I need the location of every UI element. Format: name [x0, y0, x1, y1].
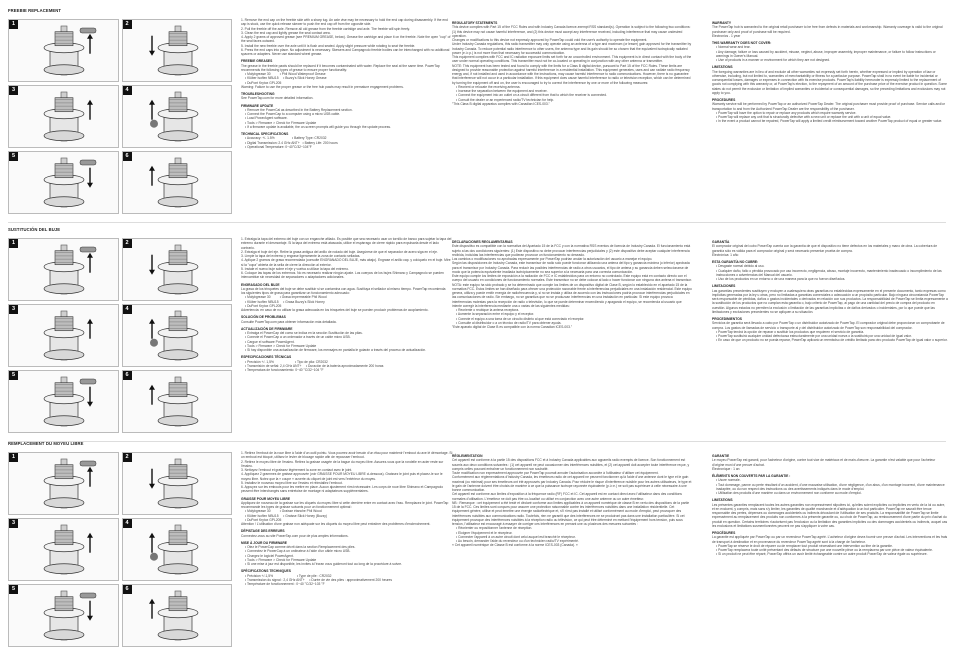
paragraph: 6. Press the end caps into place. No adjustment is necessary. Skewers and Campagnolo freebie bodies can be interchanged with no additional spacers or adapters. Never use standard wheel grease. — [241, 47, 451, 56]
bullet-item: • Cargue el software PowerAgent. — [245, 339, 295, 344]
hub-illustration — [9, 152, 119, 213]
subheading: ENGRASADO DEL BUJE — [241, 282, 280, 287]
step-number-badge: 2 — [123, 239, 132, 248]
bullet-item: • Digital Transmission: 2.4 GHz ANT+ • Battery Life: 200 hours — [245, 140, 338, 145]
paragraph: 2. Extraiga el buje del eje. Retire la grasa antigua del anillo de rodado del buje. Asegúrese de que el separador de acero siga en el eje. — [241, 249, 438, 254]
subheading: WARRANTY — [712, 21, 732, 25]
paragraph: 6. Appuyez sur les embouts pour les mettre en place. Aucun ajustement n'est nécessaire. Les corps de roue libre Shimano et Campagnolo peuvent être interchangés sans entretoise de montage ni adaptateurs supplémentaires. — [241, 485, 444, 494]
subheading: THIS WARRANTY DOES NOT COVER: — [712, 41, 772, 45]
bullet-item: • Klüber Isoflex NBU15 • Buzzy's Slick Honey Grease — [245, 76, 327, 81]
hub-illustration — [123, 20, 233, 81]
paragraph: 4. Apply 2 grams of approved grease (see PREMIUM GREASE, below). Grease the cartridge and place it on the freebie. Note the open "cup" of the seal faces outward. — [241, 35, 452, 44]
bullet-item: • Connect the PowerCap to a computer using a micro USB cable. — [245, 112, 341, 116]
paragraph: La garantie est appliquée par PowerTap ou par un revendeur PowerTap agréé. L'acheteur d'origine devra fournir une preuve d'achat. Les interventions et les frais de transport à destination et en provenance du revendeur PowerTap agréé sont à la charge de l'acheteur. — [712, 535, 949, 544]
bullet-item: • Connect the equipment into an outlet on a circuit different from that to which the receiver is connected. — [456, 93, 608, 98]
step-illustrations — [8, 238, 232, 433]
french-section — [8, 441, 948, 651]
bullet-item: • Precisión +/- 1,5% • Tipo de pila: CR2032 — [245, 359, 328, 364]
bullet-item: • Précision +/-1,5% • Type de pile : CR2032 — [245, 573, 332, 578]
subheading: GRAISSE POUR MOYEU LIBRE — [241, 496, 291, 501]
bullet-item: • Any damage, failure or loss caused by accident, misuse, neglect, abuse, improper assembly, improper maintenance, or failure to follow instructions or warnings in Owner's Manual. — [716, 49, 937, 58]
instructions-column — [241, 237, 453, 435]
bullet-item: • PowerTap will have the option to repair or replace any products which require warranty service. — [716, 110, 857, 115]
bullet-item: • PowerTap will replace any unit that is structurally defective with a new unit or replace the unit with a unit of equal value. — [716, 115, 892, 119]
step-number-badge: 6 — [123, 152, 132, 161]
regulatory-column — [452, 237, 692, 435]
bullet-item: • Conecte el PowerCap a un ordenador a través de un cable micro USB. — [245, 335, 351, 340]
bullet-item: • Si une mise à jour est disponible, les invites à l'écran vous guideront tout au long de la procédure à suivre. — [245, 562, 403, 566]
warranty-column — [712, 237, 948, 435]
paragraph: Attention ! L'utilisation d'une graisse non adéquate sur les cliquets du moyeu libre peut entraîner des problèmes d'enclenchement. — [241, 522, 431, 526]
paragraph: 2. Retirez le moyeu libre de l'essieu. Retirez la graisse usagée de la bague du moyeu libre. Assurez-vous que la rondelle en acier reste sur l'essieu. — [241, 459, 445, 468]
subheading: FIRMWARE UPDATE — [241, 103, 274, 108]
paragraph: Consulte PowerTap.com para obtener información más detallada. — [241, 319, 337, 324]
bullet-item: • Si un produit ne peut être réparé, PowerTap offrira un avoir limité échangeable contre un autre produit PowerTap de valeur égale ou supérieure. — [716, 552, 928, 557]
paragraph: 4. Appliquez 2 grammes de graisse approuvée (voir GRAISSE POUR MOYEU LIBRE ci-dessous). Graissez le joint puis et placez-le sur le moyeu libre. Notez que la « coupe » ouverte du cliquet de joint est vers l'extérieur du moyeu. — [241, 472, 444, 481]
step-number-badge: 4 — [123, 305, 132, 314]
bullet-item: • Molybgrease 30 • Grasa impermeable Phil Wood — [245, 295, 327, 300]
bullet-item: • Temperatura de funcionamiento: 0~40 °C/32~104 °F — [245, 368, 324, 372]
paragraph: 1. Remove the end cap on the freebie side with a sharp tug. An axle vise may be necessary to hold the end cap during disassembly. If the end cap is stuck, use the quick release skewer to push the end cap off from the opposite side. — [241, 18, 449, 27]
paragraph: Warranty service will be performed by PowerTap or an authorized PowerTap Dealer. The original purchaser must provide proof of purchase. Service calls and/or transportation to and from the Authorized PowerTap Dealer are the responsibility of the purchaser. — [712, 102, 946, 111]
paragraph: 3. Clean the end cap and lightly grease the seal contact area. — [241, 30, 331, 35]
section-heading: SUSTITUCIÓN DEL BUJE — [8, 227, 61, 232]
paragraph: « Cet appareil numérique de Classe B est conforme à la norme ICES-003 (Canada). » — [452, 543, 578, 548]
subheading: DÉPISTAGE DES ERREURS — [241, 529, 285, 534]
section-divider — [8, 222, 946, 223]
subheading: SPÉCIFICATIONS TECHNIQUES — [241, 569, 291, 574]
step-illustrations — [8, 452, 232, 647]
section-heading: REMPLACEMENT DU MOYEU LIBRE — [8, 441, 84, 446]
paragraph: Las garantías precedentes sustituyen y excluyen a cualesquiera otras garantías no establecidas expresamente en el presente documento, tanto expresas como implícitas generadas por la ley u otras, pero no limitadas a garantías comerciales o adecuación a un propósito particular. Bajo ninguna circunstancia PowerTap será responsable de pérdidas, daños o gastos incidentales o derivados en relación con sus productos. La responsabilidad de PowerTap se limita expresamente a la sustitución de los productos que no cumplan esta garantía o, bajo criterio de PowerTap, al pago de una cantidad del precio de compra del producto en cuestión. Algunos estados no permiten la exclusión o limitación de las garantías implícitas o de daños derivados o incidentales, por lo que puede que las limitaciones y exclusiones precedentes no se apliquen a su situación. — [712, 288, 949, 314]
hub-illustration — [9, 86, 119, 147]
step-number-badge: 2 — [123, 453, 132, 462]
paragraph: This equipment complies with FCC and IC radiation exposure limits set forth for an uncontrolled environment. This equipment is in direct contact with the body of the user under normal operating conditions. This transmitter must not be co-located or operating in conjunction with any other antenna or transmitter. — [452, 55, 693, 64]
paragraph: 5. Install the new freebie over the axle until it is flush and seated. Apply slight pressure while rotating to seat the freebie. — [241, 43, 416, 48]
step-number-badge: 1 — [9, 20, 18, 29]
paragraph: See PowerTap.com for more detailed information. — [241, 96, 314, 101]
paragraph: Este equipo cumple los límites de exposición a la radiación de FCC e IC establecidos para un entorno no controlado. Este equipo está en contacto directo con el cuerpo del usuario en condiciones de funcionamiento normales. Este transmisor no se debe colocar al lado o hacer funcionar con ninguna otra antena ni transmisor. — [452, 274, 692, 283]
subheading: GARANTÍA — [712, 240, 730, 244]
paragraph: 5. Instale el nuevo buje sobre el eje y vuelva a utilizar la tapa del extremo. — [241, 266, 349, 271]
subheading: TROUBLESHOOTING — [241, 92, 275, 96]
bullet-item: • In the event a product cannot be repaired, PowerTap will apply a limited credit reimbursement toward another PowerTap product of equal or greater value. — [716, 119, 943, 124]
bullet-item: • Consult the dealer or an experienced radio/TV technician for help. — [456, 97, 555, 102]
paragraph: Toute modification non expressément approuvée par PowerTap pourrait annuler l'autorisation accordée à l'utilisateur d'utiliser cet équipement. — [452, 471, 659, 475]
bullet-item: • Klüber Isoflex NBU15 • Graisse Slick Honey (Buzzy) — [245, 513, 328, 518]
bullet-item: • Molybgrease 30 • Graisse étanche Phil Wood — [245, 509, 322, 514]
regulatory-column — [452, 18, 692, 216]
hub-illustration — [123, 305, 233, 366]
step-number-badge: 2 — [123, 20, 132, 29]
step-number-badge: 6 — [123, 585, 132, 594]
paragraph: "This Class B digital apparatus complies with Canadian ICES-003." — [452, 101, 550, 106]
subheading: ÉLÉMENTS NON COUVERTS PAR LA GARANTIE : — [712, 474, 791, 478]
bullet-item: • PowerTap tendrá la opción de reparar o sustituir los productos que requieren el servicio de garantía. — [716, 329, 865, 334]
step-number-badge: 4 — [123, 519, 132, 528]
paragraph: Conformément aux réglementations d'Industry Canada, les émetteurs radio de cet appareil ne peuvent fonctionner qu'à l'aide d'une antenne dont le type et le gain maximal (ou minimal) pour ses émetteurs ont été approuvés par Industry Canada. Pour réduire le risque d'interférence nuisible pour les autres utilisateurs, le type et le gain de l'antenne doivent être choisis de manière à ce que la puissance isotrope rayonnée équivalente (p.i.r.e.) ne soit pas supérieure à celle nécessaire à une bonne communication. — [452, 475, 693, 492]
step-number-badge: 3 — [9, 86, 18, 95]
hub-illustration — [123, 453, 233, 514]
subheading: LIMITATIONS — [712, 498, 733, 503]
paragraph: NB : Remarque : cet équipement a été testé et déclaré conforme aux limites applicables à un appareil numérique de classe B en vertu des dispositions de la partie 15 de la FCC. Ces limites sont conçues pour assurer une protection raisonnable contre les interférences nuisibles dans une installation résidentielle. Cet équipement génère, utilise et peut émettre une énergie radioélectrique et, s'il n'est pas installé et utilisé conformément au mode d'emploi, peut provoquer des interférences nuisibles aux communications radio. Toutefois, rien ne garantit que des interférences ne se produiront pas dans une installation particulière. Si cet équipement provoque des interférences nuisibles à la réception radio ou télévision, ce qui peut être déterminé en mettant l'équipement hors tension, puis sous tension, l'utilisateur est encouragé à essayer de corriger ces interférences en prenant une ou plusieurs des mesures suivantes : — [452, 500, 691, 526]
bullet-item: • Normal wear and tear. — [716, 45, 751, 50]
subheading: SOLUCIÓN DE PROBLEMAS — [241, 315, 286, 320]
bullet-item: • Uso de los productos en un entorno o de una manera para la que no fueron diseñados. — [716, 277, 846, 281]
bullet-item: • Transmission du signal : 2,4 GHz ANT+ • Durée de vie des piles : approximativement 200 heures — [245, 577, 392, 582]
step-illustration — [122, 238, 233, 301]
step-number-badge: 3 — [9, 305, 18, 314]
subheading: ACTUALIZACIÓN DE FIRMWARE — [241, 326, 293, 331]
step-illustration — [122, 304, 233, 367]
spanish-section — [8, 227, 948, 437]
paragraph: 1. Extraiga la tapa del extremo del buje con un enganche afilado. Es posible que sea necesario usar un tornillo de banco para sujetar la tapa del extremo durante el desmontaje. Si la tapa del extremo está atascada, utilice el espárrago de cierre rápido para expulsarla desde el lado contrario. — [241, 237, 453, 250]
step-illustration — [8, 304, 119, 367]
paragraph: 6. Coloque las tapas de los extremos. No es necesario realizar ningún ajuste. Los cuerpos de los bujes Shimano y Campagnolo se pueden intercambiar sin necesidad de separadores o adaptadores adicionales. — [241, 271, 445, 280]
step-illustration — [8, 19, 119, 82]
paragraph: Cet appareil est conforme à la partie 15 des dispositions FCC et à Industry Canada applicables aux appareils radio exempts de licence. Son fonctionnement est soumis aux deux conditions suivantes : (1) cet appareil ne peut occasionner des interférences nuisibles, et (2) cet appareil doit accepter toute interférence reçue, y compris celles pouvant entraîner un fonctionnement non souhaité. — [452, 458, 691, 471]
bullet-item: • Tout dommage, panne ou perte résultant d'un accident, d'une mauvaise utilisation, d'une négligence, d'un abus, d'un montage incorrect, d'une maintenance inadaptée, ou du non respect des instructions ou des avertissements indiqués dans le mode d'emploi. — [716, 482, 946, 491]
bullet-item: • Klüber Isoflex NBU15 • Grasa Buzzy's Slick Honey — [245, 299, 325, 304]
paragraph: Warning: Failure to use the proper grease or the free hub pawls may result in premature engagement problems. — [241, 84, 404, 89]
paragraph: 3. Limpie la tapa del extremo y engrase ligeramente la zona de contacto selladas. — [241, 254, 361, 258]
hub-illustration — [123, 585, 233, 646]
paragraph: 2. Pull the freebie off the axle. Remove all old grease from the freebie cartridge and axle. The freebie will spin freely. — [241, 26, 410, 31]
step-illustration — [122, 584, 233, 647]
paragraph: los siguientes tipos de grasa para garantizar un funcionamiento adecuado: — [241, 291, 350, 295]
step-number-badge: 5 — [9, 371, 18, 380]
bullet-item: • Otez le PowerCap comme décrit dans la section Remplacement des piles. — [245, 545, 356, 549]
hub-illustration — [123, 86, 233, 147]
paragraph: 5. Installez le nouveau moyeu libre sur l'essieu et réinstallez l'embout. — [241, 480, 343, 485]
hub-illustration — [9, 585, 119, 646]
paragraph: Según las disposiciones de Industry Canada, este transmisor de radio solo puede funcionar utilizando una antena del tipo y ganancia máxima (o inferior) aprobada para el transmisor por Industry Canada. Para reducir las posibles interferencias de radio a otros usuarios, el tipo de antena y su ganancia deben seleccionarse de modo que la potencia equivalente irradiada isotrópicamente no sea superior a la necesaria para una correcta comunicación. — [452, 261, 691, 274]
hub-illustration — [9, 305, 119, 366]
paragraph: Los cambios o modificaciones no aprobadas expresamente por PowerTap podrían anular la autorización del usuario a manejar el equipo. — [452, 257, 653, 261]
bullet-item: • Extraiga el PowerCap del como se indica en la sección Sustitución de las pilas. — [245, 331, 363, 335]
hub-illustration — [9, 239, 119, 300]
paragraph: Électronique : 1 an — [712, 466, 740, 471]
bullet-item: • Tools > Firmware > Check for Firmware Update — [245, 120, 317, 125]
step-illustration — [8, 238, 119, 301]
english-section — [8, 8, 948, 218]
paragraph: 3. Nettoyez l'embout et graissez légèrement la zone en contact avec le joint. — [241, 468, 353, 472]
subheading: TECHNICAL SPECIFICATIONS — [241, 132, 289, 136]
bullet-item: • Conecte el equipo a una toma de un circuito distinto al que está conectado el receptor. — [456, 316, 585, 321]
hub-illustration — [9, 20, 119, 81]
paragraph: Under Industry Canada regulations, this radio transmitter may only operate using an antenna of a type and maximum (or lesser) gain approved for the transmitter by Industry Canada. To reduce potential radio interference to other users, the antenna type and its gain should be so chosen that the equivalent isotropically radiated power (e.i.r.p.) is not more than that necessary for successful communication. — [452, 42, 693, 55]
bullet-item: • Utilisation des produits d'une manière ou dans un environnement non conforme au mode d'emploi. — [716, 491, 862, 495]
paragraph: Este dispositivo es compatible con la normativa del Apartado 15 de la FCC y con la normativa RSS exentos de licencia de Industry Canada. El funcionamiento está sujeto a las dos condiciones siguientes: (1) Este dispositivo no debe provocar interferencias perjudiciales y (2) este dispositivo debe aceptar cualquier interferencia recibida, incluidas las interferencias que pudieran provocar un funcionamiento no deseado. — [452, 244, 692, 257]
paragraph: The grease in the freebie pawls should be replaced if it becomes contaminated with water. Replace the seal at the same time. PowerTap recommends the following types of grease to ensure proper functionality: — [241, 63, 441, 72]
subheading: PROCEDIMIENTOS — [712, 317, 742, 321]
subheading: DECLARACIONES REGLAMENTARIAS — [452, 240, 513, 244]
step-illustration — [122, 85, 233, 148]
bullet-item: • Connecter l'appareil à un autre circuit dont celui auquel est branché le récepteur. — [456, 534, 576, 539]
bullet-item: • Usure normale. — [716, 478, 741, 483]
step-illustrations — [8, 19, 232, 214]
paragraph: Electrónica: 1 año — [712, 252, 739, 257]
bullet-item: • Connectez le PowerCap à un ordinateur à l'aide d'un câble micro USB. — [245, 549, 351, 554]
bullet-item: • DuPont Krytox GPL205 — [245, 303, 282, 308]
paragraph: Cet appareil est conforme aux limites d'exposition à la fréquence radio (RF) FCC et IC. Cet appareil est en contact direct avec l'utilisateur dans des conditions normales d'utilisation. L'émetteur ne doit pas être co-localisé ou utilisé en conjonction avec une autre antenne ou un autre émetteur. — [452, 492, 683, 501]
subheading: RÉGLEMENTATION — [452, 454, 483, 458]
subheading: LIMITATIONS — [712, 65, 733, 70]
paragraph: Electronics - 1 year — [712, 33, 741, 38]
bullet-item: • Remove the PowerCal as described in the Battery Replacement section. — [245, 107, 353, 112]
step-illustration — [8, 151, 119, 214]
bullet-item: • Aumente la separación entre el equipo y el receptor. — [456, 312, 535, 317]
step-illustration — [8, 370, 119, 433]
instructions-column — [241, 451, 453, 649]
subheading: ESTA GARANTÍA NO CUBRE: — [712, 260, 759, 264]
bullet-item: • Tools > Firmware > Check for Firmware Update — [245, 343, 317, 348]
bullet-item: • Reorient or relocate the receiving antenna. — [456, 84, 521, 89]
hub-illustration — [9, 519, 119, 580]
paragraph: Le moyeu PowerTap est garanti, pour l'acheteur d'origine, contre tout vice de matériaux et de main-d'œuvre. La garantie n'est valable que pour l'acheteur d'origine muni d'une preuve d'achat. — [712, 458, 937, 467]
paragraph: This device complies with Part 15 of the FCC Rules and with Industry Canada licence-exempt RSS standard(s). Operation is subject to the following two conditions: (1) this device may not cause harmful interference, and (2) this device must accept any interference received, including interference that may cause undesired operation. — [452, 25, 692, 38]
step-illustration — [122, 370, 233, 433]
paragraph: 4. Aplique 2 gramos de grasa recomendada (consulte ENGRANADO DEL BUJE, más abajo). Engrase el anillo cap. y colóquelo en el buje. Mire si la "copa" abierta de la sella de cierre la dirección al exterior. — [241, 258, 452, 267]
hub-illustration — [9, 371, 119, 432]
paragraph: NOTA: este equipo ha sido probado y se ha determinado que cumple los límites de un dispositivo digital de Clase B, según lo establecido en el apartado 15 de la normativa FCC. Estos límites se han diseñado para ofrecer una protección razonable frente a interferencias perjudiciales en una instalación residencial. Este equipo genera, utiliza y puede emitir energía de radiofrecuencia y, si no se instala y utiliza de acuerdo con las instrucciones podría provocar interferencias perjudiciales en las comunicaciones de radio. Sin embargo, no se garantiza que no se produzcan interferencias en una instalación en particular. Si este equipo provoca interferencias molestas para la recepción de radio o televisión, lo que se puede determinar encendiendo y apagando el equipo, se recomienda al usuario que intente corregir la interferencia mediante una o varias de las siguientes medidas: — [452, 282, 693, 308]
hub-illustration — [123, 152, 233, 213]
paragraph: Advertencia: en caso de no utilizar la grasa adecuada en los trinquetes del buje se pueden producir problemas de acoplamiento. — [241, 308, 429, 312]
step-illustration — [122, 518, 233, 581]
step-illustration — [122, 19, 233, 82]
step-illustration — [8, 85, 119, 148]
bullet-item: • Reoriente o reubique la antena receptora. — [456, 308, 520, 312]
paragraph: La grasa de los trinquetes del buje se debe sustituir si se contamina con agua. Sustituya el sellador al mismo tiempo. PowerTap recomienda — [241, 286, 446, 291]
paragraph: NOTE: This equipment has been tested and found to comply with the limits for a Class B digital device, pursuant to Part 15 of the FCC Rules. These limits are designed to provide reasonable protection against harmful interference in a residential installation. This equipment generates, uses and can radiate radio frequency energy and, if not installed and used in accordance with the instructions, may cause harmful interference to radio communications. However, there is no guarantee that interference will not occur in a particular installation. If this equipment does cause harmful interference to radio or television reception, which can be determined by turning the equipment off and on, the user is encouraged to try to correct the interference by one or more of the following measures: — [452, 63, 692, 85]
bullet-item: • Réorienter ou repositionner l'antenne de réception. — [456, 526, 533, 531]
paragraph: Changes or modifications to this device not expressly approved by PowerTap could void the user's authority to operate the equipment. — [452, 38, 648, 42]
subheading: FREEBIE GREASES — [241, 59, 273, 64]
paragraph: Appliquez de nouveau de la graisse sur les cliquets du moyeu libre si cette dernière entre en contact avec l'eau. Remplacez le joint. PowerTap recommande les types de graisse suivants pour un fonctionnement optimal : — [241, 500, 450, 509]
paragraph: The foregoing warranties are in lieu of and exclude all other warranties not expressly set forth herein, whether expressed or implied by operation of law or otherwise, including, but not limited to, warranties of merchantability or fitness for a particular purpose. PowerTap shall in no event be liable for incidental or consequential losses, damages or expenses in connection with its exercise products. PowerTap's liability hereunder is expressly limited to the replacement of goods not complying with this warranty or, at PowerTap's election, to the repayment of an amount of the purchase price of the exercise product in question. Some states do not permit the exclusion or limitation of implied warranties or incidental or consequential damages, so the preceding limitations and exclusions may not apply to you. — [712, 69, 948, 95]
regulatory-column — [452, 451, 692, 649]
step-number-badge: 4 — [123, 86, 132, 95]
warranty-column — [712, 18, 948, 216]
section-heading: FREEBIE REPLACEMENT — [8, 8, 62, 13]
paragraph: Les présentes garanties remplacent toutes les autres garanties non expressément stipulées ici, qu'elles soient explicites ou implicites en vertu de la loi ou autre, et en excluent, y compris, mais sans s'y limiter, les garanties de qualité marchande et d'adéquation à un but particulier. PowerTap ne saurait être tenue responsable des pertes, dépenses ou dommages accidentels ou indirects découlant de l'utilisation de ses produits. La responsabilité de PowerTap se limite expressément au remplacement des produits non conformes à la présente garantie ou, au choix de PowerTap, au remboursement d'une partie du prix d'achat du produit en question. Certains territoires n'autorisent pas l'exclusion ou la limitation des garanties implicites ou des dommages accidentels ou indirects, auquel cas les exclusions et limitations susmentionnées peuvent ne pas s'appliquer à votre cas. — [712, 502, 949, 528]
bullet-item: • PowerTap remplacera toute unité présentant des défauts de structure par une nouvelle pièce ou la remplacera par une pièce de valeur équivalente. — [716, 548, 933, 552]
subheading: REGULATORY STATEMENTS — [452, 21, 498, 25]
step-illustration — [8, 452, 119, 515]
instructions-column — [241, 18, 453, 216]
subheading: LIMITACIONES — [712, 284, 736, 289]
paragraph: "Este aparato digital de Clase B es compatible con la norma Canadian ICES-003." — [452, 325, 572, 329]
subheading: PROCEDURES — [712, 98, 736, 102]
step-illustration — [122, 452, 233, 515]
step-illustration — [8, 584, 119, 647]
subheading: MISE À JOUR DU FIRMWARE — [241, 540, 287, 545]
paragraph: The PowerTap hub is warranted to the original retail purchaser to be free from defects in materials and workmanship. Warranty coverage is valid to the original purchaser only and proof of purchase will be required. — [712, 25, 944, 34]
bullet-item: • DuPont Krytox GPL205 — [245, 517, 282, 522]
hub-illustration — [123, 519, 233, 580]
step-illustration — [8, 518, 119, 581]
paragraph: Servicios de garantía será llevado a cabo por PowerTap o un distribuidor autorizado de PowerTap. El comprador original debe proporcionar un comprobante de compra. Los gastos de llamadas de servicio o transporte al y del distribuidor autorizado de PowerTap son responsabilidad del comprador. — [712, 321, 946, 330]
bullet-item: • Si hay disponible una actualización de firmware, los mensajes en pantalla le guiarán a través del proceso de actualización. — [245, 348, 427, 352]
subheading: ESPECIFICACIONES TÉCNICAS — [241, 355, 292, 360]
bullet-item: • Increase the separation between the equipment and receiver. — [456, 89, 548, 93]
bullet-item: • Consulte al distribuidor o a un técnico de radio/TV para obtener ayuda. — [456, 320, 562, 325]
bullet-item: • Température de fonctionnement : 0~40 °C/32~103 °F — [245, 582, 325, 586]
bullet-item: • Load PowerAgent software. — [245, 116, 288, 121]
paragraph: El comprador original del cubo PowerTap cuenta con la garantía de que el dispositivo no tiene defectos en los materiales y mano de obra. La cobertura de garantía sólo es válida para el comprador original y será necesario presentar prueba de compra. — [712, 244, 938, 253]
subheading: GARANTIE — [712, 454, 730, 458]
bullet-item: • PowerTap sustituirá cualquier unidad defectuosa estructuralmente por una unidad nueva o la sustituirá por una unidad de igual valor. — [716, 334, 912, 338]
warranty-column — [712, 451, 948, 649]
bullet-item: • DuPont Krytox GPL205 — [245, 80, 282, 85]
hub-illustration — [123, 239, 233, 300]
bullet-item: • Use of products in a manner or environment for which they are not designed. — [716, 58, 831, 62]
bullet-item: • Molybgrease 30 • Phil Wood Waterproof Grease — [245, 72, 326, 76]
step-number-badge: 1 — [9, 239, 18, 248]
hub-illustration — [9, 453, 119, 514]
bullet-item: • Cualquier daño, fallo o pérdida provocado por uso incorrecto, negligencia, abuso, montaje incorrecto, mantenimiento inadecuado o incumplimiento de las instrucciones o advertencias del Manual del usuario. — [716, 268, 943, 277]
bullet-item: • Operational Temperature: 0~40°C/32~104°F — [245, 144, 312, 149]
bullet-item: • PowerTap se réserve le droit de réparer ou de remplacer tout produit nécessitant une intervention au titre de la garantie. — [716, 543, 893, 548]
bullet-item: • Desgaste normal debido al uso. — [716, 264, 765, 269]
bullet-item: • Au besoin, demander l'aide du revendeur ou d'un technicien radio/TV expérimenté. — [456, 539, 579, 543]
step-number-badge: 3 — [9, 519, 18, 528]
step-number-badge: 6 — [123, 371, 132, 380]
hub-illustration — [123, 371, 233, 432]
bullet-item: • Transmisión de señal: 2,4 GHz ANT+ • Duración de la batería aproximadamente 200 horas — [245, 363, 384, 368]
step-number-badge: 5 — [9, 585, 18, 594]
step-number-badge: 5 — [9, 152, 18, 161]
subheading: PROCÉDURES — [712, 531, 736, 535]
bullet-item: • Tools > Firmware > Check for Firmware Update — [245, 557, 317, 562]
paragraph: Connectez-vous au site PowerTap.com pour de plus amples informations. — [241, 533, 349, 538]
bullet-item: • Accuracy: +/- 1.5% • Battery Type: CR2032 — [245, 136, 327, 141]
paragraph: 1. Retirez l'embout de la roue libre à l'aide d'un outil pointu. Vous pourrez avoir besoin d'un étau pour maintenir l'embout du axe lé démontage. Si un embout est bloqué, utilisez le levier de blocage rapide afin de repousser l'embout. — [241, 451, 454, 460]
step-illustration — [122, 151, 233, 214]
step-number-badge: 1 — [9, 453, 18, 462]
bullet-item: • Chargez le logiciel PowerAgent. — [245, 553, 294, 558]
bullet-item: • If a firmware update is available, the on-screen prompts will guide you through the update process. — [245, 124, 391, 129]
bullet-item: • Eloigner l'équipement et le récepteur. — [456, 530, 513, 535]
bullet-item: • En caso de que un producto no se pueda reparar, PowerTap aplicará un reembolso de crédito limitado para otro producto PowerTap de igual valor o superior. — [716, 338, 948, 343]
